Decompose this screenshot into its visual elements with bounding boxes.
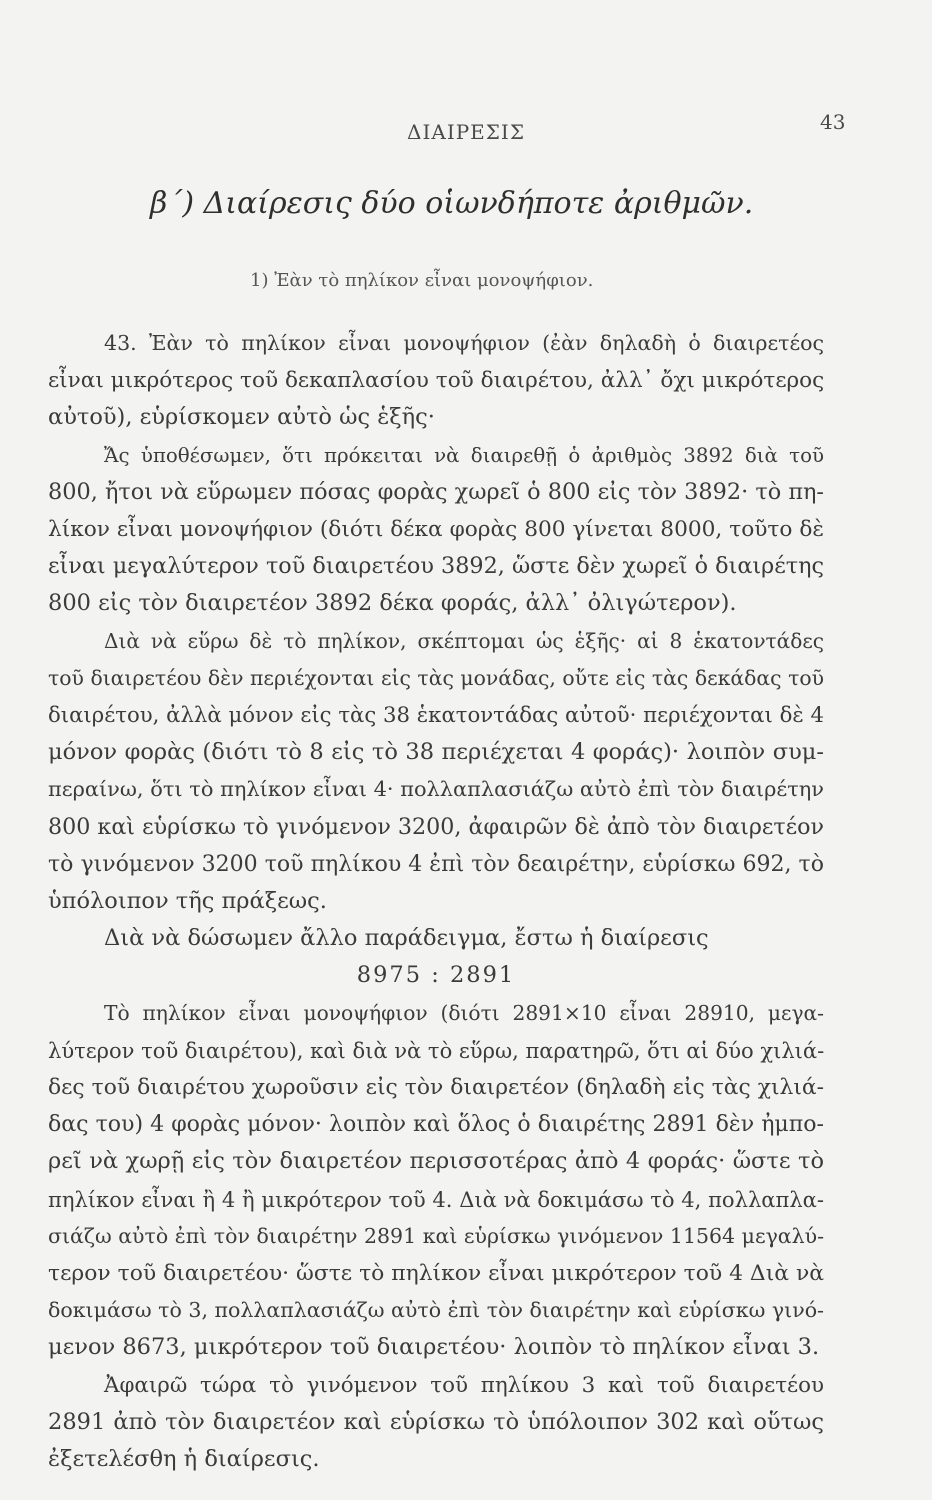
text-line: μενον 8673, μικρότερον τοῦ διαιρετέου· λοιπὸν τὸ πηλίκον εἶναι 3. bbox=[48, 1334, 820, 1361]
text-line: περαίνω, ὅτι τὸ πηλίκον εἶναι 4· πολλαπλασιάζω αὐτὸ ἐπὶ τὸν διαιρέτην bbox=[48, 777, 824, 802]
text-line: λύτερον τοῦ διαιρέτου), καὶ διὰ νὰ τὸ εὕρω, παρατηρῶ, ὅτι αἱ δύο χιλιά- bbox=[48, 1037, 825, 1063]
text-line: εἶναι μεγαλύτερον τοῦ διαιρετέου 3892, ὥστε δὲν χωρεῖ ὁ διαιρέτης bbox=[48, 553, 824, 580]
text-line: Τὸ πηλίκον εἶναι μονοψήφιον (διότι 2891×10 εἶναι 28910, μεγα- bbox=[104, 1000, 824, 1025]
paragraph bbox=[48, 437, 824, 623]
paragraph bbox=[48, 995, 824, 1367]
page-number: 43 bbox=[820, 110, 846, 134]
text-line: δας του) 4 φορὰς μόνον· λοιπὸν καὶ ὅλος ὁ διαιρέτης 2891 δὲν ἠμπο- bbox=[48, 1112, 824, 1138]
running-header: ΔΙΑΙΡΕΣΙΣ bbox=[407, 120, 525, 144]
text-line: μόνον φορὰς (διότι τὸ 8 εἰς τὸ 38 περιέχεται 4 φοράς)· λοιπὸν συμ- bbox=[48, 739, 824, 766]
text-line: τοῦ διαιρετέου δὲν περιέχονται εἰς τὰς μονάδας, οὔτε εἰς τὰς δεκάδας τοῦ bbox=[48, 665, 824, 690]
formula: 8975 : 2891 bbox=[356, 962, 516, 989]
text-line: 800 εἰς τὸν διαιρετέον 3892 δέκα φοράς, ἀλλ᾽ ὀλιγώτερον). bbox=[48, 590, 737, 617]
text-line: δες τοῦ διαιρέτου χωροῦσιν εἰς τὸν διαιρετέον (δηλαδὴ εἰς τὰς χιλιά- bbox=[48, 1075, 824, 1101]
text-line: διαιρέτου, ἀλλὰ μόνον εἰς τὰς 38 ἑκατοντάδας αὐτοῦ· περιέχονται δὲ 4 bbox=[48, 703, 824, 729]
text-line: ὑπόλοιπον τῆς πράξεως. bbox=[48, 888, 327, 915]
text-line: εἶναι μικρότερος τοῦ δεκαπλασίου τοῦ διαιρέτου, ἀλλ᾽ ὄχι μικρότερος bbox=[48, 368, 825, 394]
text-line: 43. Ἐὰν τὸ πηλίκον εἶναι μονοψήφιον (ἐὰν δηλαδὴ ὁ διαιρετέος bbox=[104, 331, 824, 355]
text-line: τερον τοῦ διαιρετέου· ὥστε τὸ πηλίκον εἶναι μικρότερον τοῦ 4 Διὰ νὰ bbox=[48, 1261, 824, 1287]
text-line: Ἄς ὑποθέσωμεν, ὅτι πρόκειται νὰ διαιρεθῇ ὁ ἀριθμὸς 3892 διὰ τοῦ bbox=[104, 443, 824, 467]
text-line: σιάζω αὐτὸ ἐπὶ τὸν διαιρέτην 2891 καὶ εὑρίσκω γινόμενον 11564 μεγαλύ- bbox=[48, 1223, 824, 1248]
text-line: Διὰ νὰ εὕρω δὲ τὸ πηλίκον, σκέπτομαι ὡς ἑξῆς· αἱ 8 ἑκατοντάδες bbox=[104, 628, 824, 653]
paragraph bbox=[48, 1367, 824, 1479]
subheading: 1) Ἐὰν τὸ πηλίκον εἶναι μονοψήφιον. bbox=[250, 270, 594, 291]
text-line: 2891 ἀπὸ τὸν διαιρετέον καὶ εὑρίσκω τὸ ὑπόλοιπον 302 καὶ οὕτως bbox=[48, 1408, 824, 1435]
body-text bbox=[48, 325, 824, 1478]
text-line: Ἀφαιρῶ τώρα τὸ γινόμενον τοῦ πηλίκου 3 καὶ τοῦ διαιρετέου bbox=[104, 1372, 824, 1398]
paragraph bbox=[48, 325, 824, 437]
text-line: λίκον εἶναι μονοψήφιον (διότι δέκα φορὰς 800 γίνεται 8000, τοῦτο δὲ bbox=[48, 517, 824, 543]
text-line: τὸ γινόμενον 3200 τοῦ πηλίκου 4 ἐπὶ τὸν δεαιρέτην, εὑρίσκω 692, τὸ bbox=[48, 851, 824, 877]
text-line: ρεῖ νὰ χωρῇ εἰς τὸν διαιρετέον περισσοτέρας ἀπὸ 4 φοράς· ὥστε τὸ bbox=[48, 1148, 824, 1175]
text-line: 800 καὶ εὑρίσκω τὸ γινόμενον 3200, ἀφαιρῶν δὲ ἀπὸ τὸν διαιρετέον bbox=[48, 813, 825, 840]
text-line: Διὰ νὰ δώσωμεν ἄλλο παράδειγμα, ἔστω ἡ διαίρεσις bbox=[104, 925, 709, 952]
paragraph bbox=[48, 920, 824, 994]
text-line: ἐξετελέσθη ἡ διαίρεσις. bbox=[48, 1446, 320, 1473]
text-line: πηλίκον εἶναι ἢ 4 ἢ μικρότερον τοῦ 4. Διὰ νὰ δοκιμάσω τὸ 4, πολλαπλα- bbox=[48, 1186, 824, 1212]
text-line: 800, ἤτοι νὰ εὕρωμεν πόσας φορὰς χωρεῖ ὁ 800 εἰς τὸν 3892· τὸ πη- bbox=[48, 478, 824, 505]
paragraph bbox=[48, 623, 824, 921]
text-line: αὐτοῦ), εὑρίσκομεν αὐτὸ ὡς ἑξῆς· bbox=[48, 404, 435, 431]
section-heading: β΄) Διαίρεσις δύο οἱωνδήποτε ἀριθμῶν. bbox=[150, 186, 754, 221]
text-line: δοκιμάσω τὸ 3, πολλαπλασιάζω αὐτὸ ἐπὶ τὸν διαιρέτην καὶ εὑρίσκω γινό- bbox=[48, 1298, 824, 1323]
